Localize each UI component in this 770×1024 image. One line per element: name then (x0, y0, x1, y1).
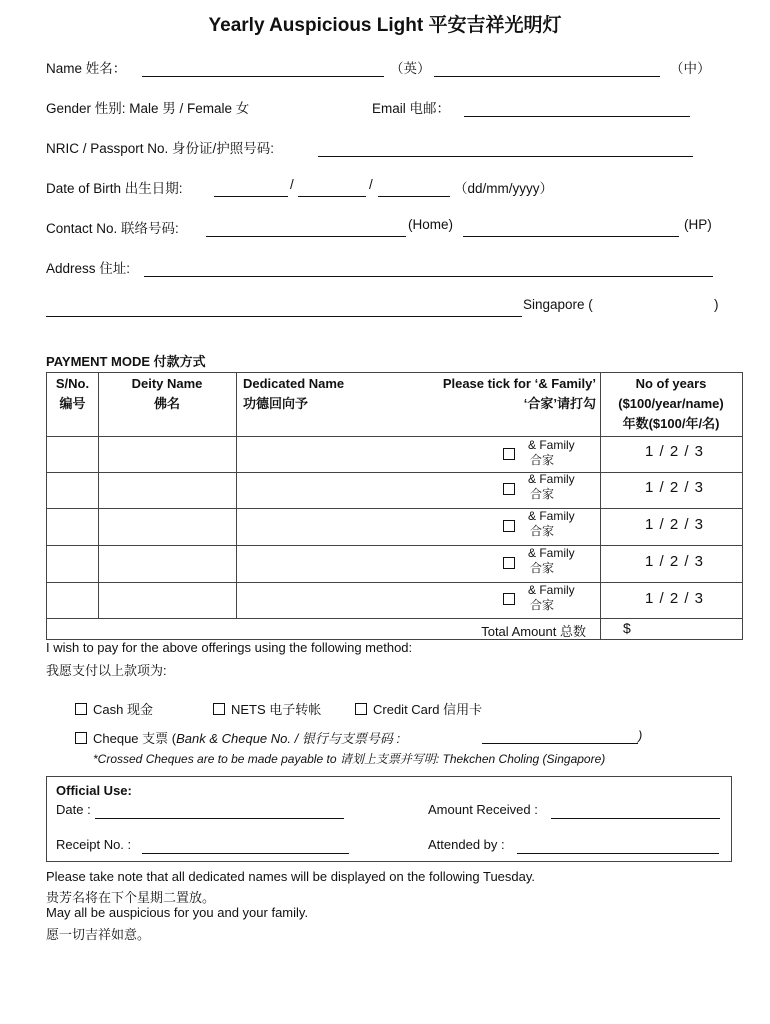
receipt-no-field[interactable] (142, 839, 349, 854)
years-header: No of years ($100/year/name) 年数($100/年/名) (618, 376, 724, 431)
nric-field[interactable] (318, 142, 693, 157)
credit-card-checkbox[interactable] (355, 703, 367, 715)
family-tick-header: Please tick for ‘& Family’ ‘合家’请打勾 (442, 376, 596, 411)
nets-checkbox[interactable] (213, 703, 225, 715)
payment-intro-en: I wish to pay for the above offerings using the following method: (46, 640, 413, 655)
chinese-name-field[interactable] (434, 62, 660, 77)
wish-en: May all be auspicious for you and your family. (46, 905, 309, 920)
name-label: Name 姓名： (46, 61, 127, 76)
cash-checkbox[interactable] (75, 703, 87, 715)
dob-label: Date of Birth 出生日期: (46, 181, 183, 196)
singapore-label: Singapore ( (523, 297, 593, 312)
address-label: Address 住址: (46, 261, 131, 276)
family-checkbox[interactable] (503, 593, 515, 605)
years-options[interactable]: 1 / 2 / 3 (644, 443, 705, 460)
total-amount-field[interactable] (637, 619, 737, 637)
total-amount-label: Total Amount 总数 (481, 624, 586, 639)
home-phone-field[interactable] (206, 222, 406, 237)
gender-label: Gender 性别: Male 男 / Female 女 (46, 101, 250, 116)
family-label: & Family 合家 (528, 546, 575, 575)
years-options[interactable]: 1 / 2 / 3 (644, 590, 705, 607)
address-field-line1[interactable] (144, 262, 713, 277)
offering-table (46, 372, 743, 640)
address-field-line2[interactable] (46, 302, 522, 317)
dob-separator: / (290, 177, 294, 192)
nric-label: NRIC / Passport No. 身份证/护照号码: (46, 141, 275, 156)
cheque-option[interactable]: Cheque 支票 (Bank & Cheque No. / 银行与支票号码 : (75, 728, 400, 747)
family-checkbox[interactable] (503, 448, 515, 460)
family-checkbox[interactable] (503, 520, 515, 532)
family-checkbox[interactable] (503, 557, 515, 569)
payment-intro-zh: 我愿支付以上款项为: (46, 663, 167, 678)
credit-card-option[interactable]: Credit Card 信用卡 (355, 699, 482, 718)
form-title: Yearly Auspicious Light 平安吉祥光明灯 (208, 15, 562, 36)
email-label: Email 电邮： (372, 101, 451, 116)
english-name-field[interactable] (142, 62, 384, 77)
sno-header: S/No. 编号 (55, 376, 90, 411)
attended-by-field[interactable] (517, 839, 719, 854)
dedicated-name-header: Dedicated Name 功德回向予 (243, 376, 345, 411)
cash-option[interactable]: Cash 现金 (75, 699, 153, 718)
years-options[interactable]: 1 / 2 / 3 (644, 553, 705, 570)
mobile-phone-field[interactable] (463, 222, 679, 237)
home-label: (Home) (408, 217, 454, 232)
cheque-checkbox[interactable] (75, 732, 87, 744)
dob-day-field[interactable] (214, 182, 288, 197)
family-label: & Family 合家 (528, 583, 575, 612)
cheque-number-field[interactable] (482, 729, 638, 744)
dob-year-field[interactable] (378, 182, 450, 197)
years-options[interactable]: 1 / 2 / 3 (644, 516, 705, 533)
amount-received-label: Amount Received : (428, 802, 538, 817)
dob-separator: / (369, 177, 373, 192)
attended-by-label: Attended by : (428, 837, 505, 852)
postal-code-field[interactable] (606, 302, 710, 316)
years-options[interactable]: 1 / 2 / 3 (644, 479, 705, 496)
note-zh: 贵芳名将在下个星期二置放。 (46, 890, 216, 905)
email-field[interactable] (464, 102, 690, 117)
hp-label: (HP) (684, 217, 712, 232)
english-label: （英） (390, 61, 431, 76)
family-checkbox[interactable] (503, 483, 515, 495)
official-date-field[interactable] (95, 804, 344, 819)
contact-label: Contact No. 联络号码: (46, 221, 179, 236)
dob-month-field[interactable] (298, 182, 366, 197)
payment-mode-heading: PAYMENT MODE 付款方式 (46, 354, 206, 369)
family-label: & Family 合家 (528, 472, 575, 501)
deity-name-header: Deity Name 佛名 (131, 376, 203, 411)
crossed-cheque-note: *Crossed Cheques are to be made payable to 请划上支票并写明: Thekchen Choling (Singapore) (93, 752, 606, 766)
total-amount-currency: $ (623, 620, 631, 636)
wish-zh: 愿一切吉祥如意。 (46, 927, 151, 942)
receipt-no-label: Receipt No. : (56, 837, 132, 852)
official-date-label: Date : (56, 802, 91, 817)
dob-format-hint: （dd/mm/yyyy） (454, 181, 554, 196)
nets-option[interactable]: NETS 电子转帐 (213, 699, 321, 718)
official-use-box (46, 776, 732, 862)
family-label: & Family 合家 (528, 509, 575, 538)
cheque-close: ) (638, 728, 643, 743)
family-label: & Family 合家 (528, 438, 575, 467)
chinese-label: （中） (670, 61, 711, 76)
singapore-close: ) (714, 297, 719, 312)
official-use-heading: Official Use: (56, 783, 132, 798)
amount-received-field[interactable] (551, 804, 720, 819)
note-en: Please take note that all dedicated names will be displayed on the following Tuesday. (46, 869, 536, 884)
